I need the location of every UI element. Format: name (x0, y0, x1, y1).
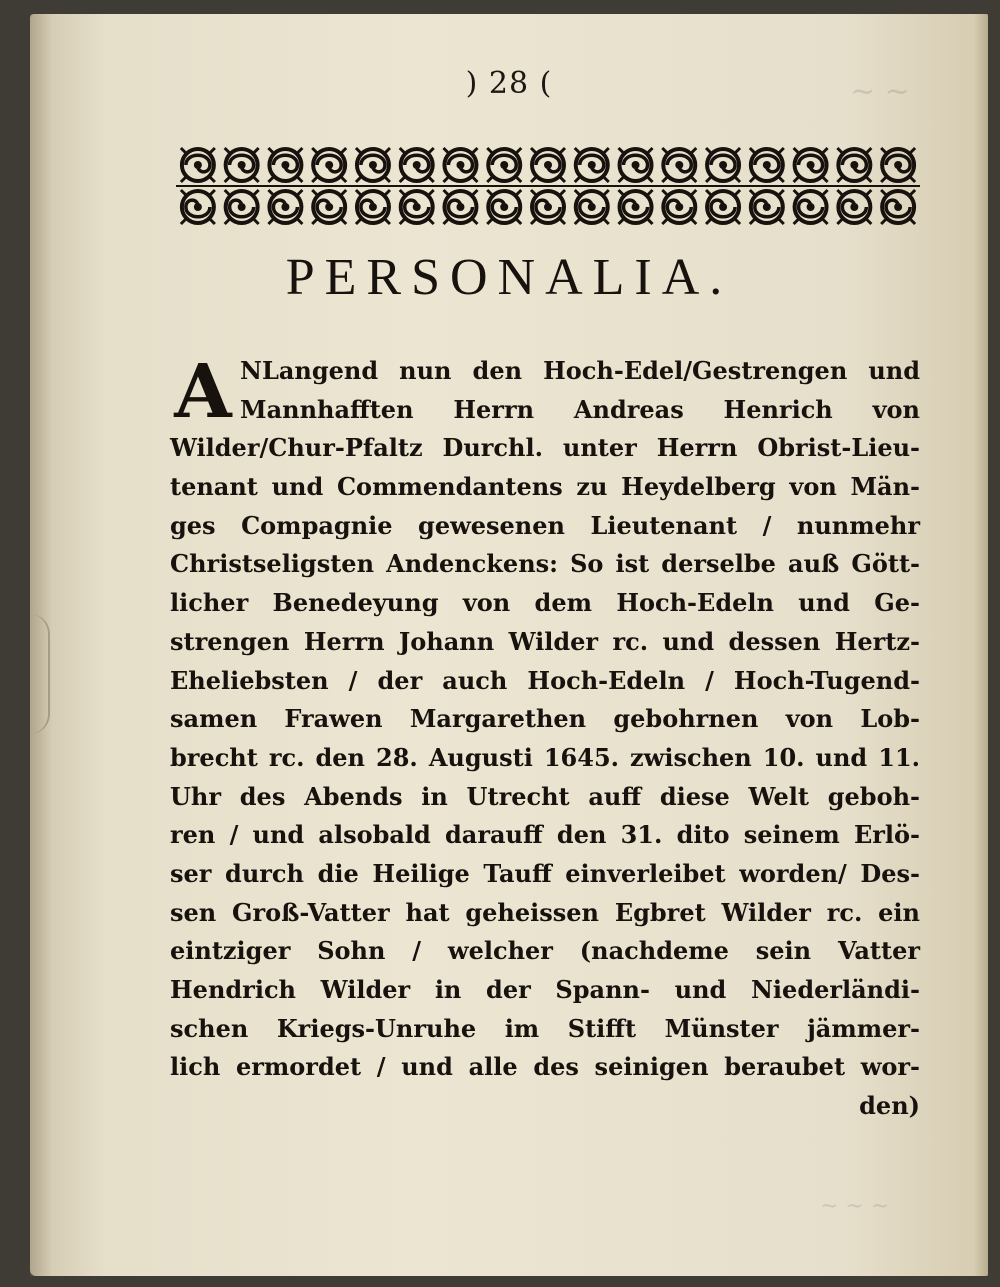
fleuron-ornament (400, 148, 434, 182)
text-line: NLangend nun den Hoch-Edel/Gestrengen und (240, 356, 920, 385)
fleuron-ornament (181, 190, 215, 224)
text-line: Eheliebsten / der auch Hoch-Edeln / Hoch-Tugend- (170, 665, 920, 695)
text-line: Hendrich Wilder in der Spann- und Niederländi- (170, 975, 920, 1004)
fleuron-ornament (794, 148, 828, 182)
bleed-through-mark: ~ ~ (850, 74, 910, 109)
fleuron-ornament (750, 148, 784, 182)
fleuron-ornament (794, 190, 828, 224)
text-line: brecht rc. den 28. Augusti 1645. zwischen 10. und 11. (170, 742, 920, 772)
text-line: ser durch die Heilige Tauff einverleibet worden/ Des- (170, 858, 920, 888)
fleuron-ornament (400, 190, 434, 224)
text-line: Uhr des Abends in Utrecht auff diese Welt geboh- (170, 781, 920, 811)
text-line: Mannhafften Herrn Andreas Henrich von (240, 394, 920, 424)
page-number: ) 28 ( (465, 66, 553, 101)
fleuron-ornament (181, 148, 215, 182)
fleuron-ornament (356, 148, 390, 182)
ornamental-border (176, 144, 920, 228)
fleuron-ornament (662, 190, 696, 224)
fleuron-ornament (750, 190, 784, 224)
text-line: den) (859, 1091, 920, 1121)
text-line: sen Groß-Vatter hat geheissen Egbret Wilder rc. ein (170, 897, 920, 927)
fleuron-ornament (706, 148, 740, 182)
text-line: licher Benedeyung von dem Hoch-Edeln und Ge- (170, 588, 920, 618)
text-line: ges Compagnie gewesenen Lieutenant / nunmehr (170, 510, 920, 540)
fleuron-ornament (619, 190, 653, 224)
fleuron-ornament (531, 148, 565, 182)
text-line: schen Kriegs-Unruhe im Stifft Münster jämmer- (170, 1013, 920, 1043)
fleuron-ornament (706, 190, 740, 224)
drop-cap: A (174, 349, 232, 435)
fleuron-ornament (487, 148, 521, 182)
page-title: PERSONALIA. (285, 249, 733, 306)
fleuron-ornament (268, 148, 302, 182)
fleuron-ornament (268, 190, 302, 224)
fleuron-ornament (881, 190, 915, 224)
fleuron-ornament (837, 148, 871, 182)
text-line: strengen Herrn Johann Wilder rc. und dessen Hertz- (170, 626, 920, 656)
body-text (170, 349, 920, 1126)
bleed-through-mark: ~ ~ ~ (820, 1194, 890, 1219)
fleuron-ornament (225, 190, 259, 224)
text-line: ren / und alsobald darauff den 31. dito seinem Erlö- (170, 820, 920, 850)
page-edge (974, 14, 988, 1276)
fleuron-ornament (443, 148, 477, 182)
page-fold-mark (30, 614, 50, 734)
text-line: lich ermordet / und alle des seinigen beraubet wor- (170, 1052, 920, 1082)
fleuron-ornament (575, 148, 609, 182)
fleuron-ornament (662, 148, 696, 182)
text-line: Christseligsten Andenckens: So ist derselbe auß Gött- (170, 549, 920, 579)
fleuron-ornament (619, 148, 653, 182)
fleuron-ornament (837, 190, 871, 224)
fleuron-ornament (487, 190, 521, 224)
fleuron-ornament (356, 190, 390, 224)
fleuron-ornament (225, 148, 259, 182)
fleuron-ornament (312, 190, 346, 224)
fleuron-ornament (881, 148, 915, 182)
fleuron-ornament (531, 190, 565, 224)
book-page (30, 14, 988, 1276)
text-line: tenant und Commendantens zu Heydelberg von Män- (170, 472, 920, 502)
text-line: samen Frawen Margarethen gebohrnen von Lob- (170, 704, 920, 734)
fleuron-ornament (443, 190, 477, 224)
fleuron-ornament (575, 190, 609, 224)
fleuron-ornament (312, 148, 346, 182)
text-line: eintziger Sohn / welcher (nachdeme sein Vatter (170, 936, 920, 966)
text-line: Wilder/Chur-Pfaltz Durchl. unter Herrn Obrist-Lieu- (170, 433, 920, 463)
